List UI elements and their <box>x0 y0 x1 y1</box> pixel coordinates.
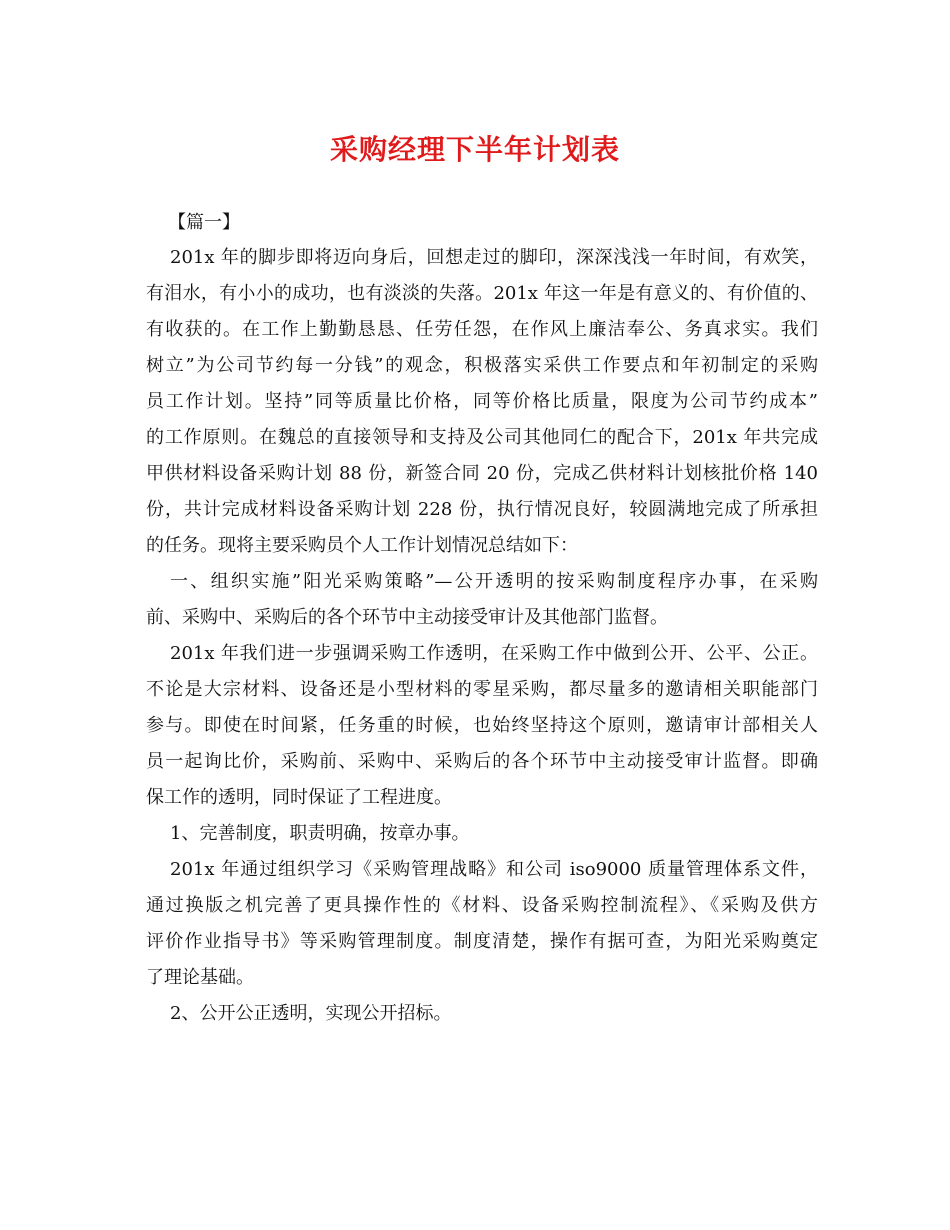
body-line: 前、采购中、采购后的各个环节中主动接受审计及其他部门监督。 <box>146 607 668 628</box>
body-line: 甲供材料设备采购计划 88 份，新签合同 20 份，完成乙供材料计划核批价格 140 <box>146 463 818 484</box>
body-line: 员一起询比价，采购前、采购中、采购后的各个环节中主动接受审计监督。即确 <box>146 751 818 772</box>
body-line: 不论是大宗材料、设备还是小型材料的零星采购，都尽量多的邀请相关职能部门 <box>146 679 818 700</box>
body-line: 了理论基础。 <box>146 967 254 988</box>
body-line: 201x 年我们进一步强调采购工作透明，在采购工作中做到公开、公平、公正。 <box>170 643 818 664</box>
document-body <box>146 240 818 1032</box>
body-line: 201x 年通过组织学习《采购管理战略》和公司 iso9000 质量管理体系文件， <box>170 859 818 880</box>
body-line: 一、组织实施”阳光采购策略”—公开透明的按采购制度程序办事，在采购 <box>170 571 818 592</box>
body-line: 的任务。现将主要采购员个人工作计划情况总结如下： <box>146 535 578 556</box>
body-line: 份，共计完成材料设备采购计划 228 份，执行情况良好，较圆满地完成了所承担 <box>146 499 818 520</box>
body-line: 1、完善制度，职责明确，按章办事。 <box>170 823 470 844</box>
body-line: 有泪水，有小小的成功，也有淡淡的失落。201x 年这一年是有意义的、有价值的、 <box>146 283 818 304</box>
body-line: 201x 年的脚步即将迈向身后，回想走过的脚印，深深浅浅一年时间，有欢笑， <box>170 247 818 268</box>
body-line: 评价作业指导书》等采购管理制度。制度清楚，操作有据可查，为阳光采购奠定 <box>146 931 818 952</box>
body-line: 通过换版之机完善了更具操作性的《材料、设备采购控制流程》、《采购及供方 <box>146 895 818 916</box>
body-line: 有收获的。在工作上勤勤恳恳、任劳任怨，在作风上廉洁奉公、务真求实。我们 <box>146 319 818 340</box>
body-line: 参与。即使在时间紧，任务重的时候，也始终坚持这个原则，邀请审计部相关人 <box>146 715 818 736</box>
body-line: 树立”为公司节约每一分钱”的观念，积极落实采供工作要点和年初制定的采购 <box>146 355 818 376</box>
body-line: 2、公开公正透明，实现公开招标。 <box>170 1003 452 1024</box>
document-title: 采购经理下半年计划表 <box>329 133 620 166</box>
body-line: 的工作原则。在魏总的直接领导和支持及公司其他同仁的配合下，201x 年共完成 <box>146 427 818 448</box>
body-line: 员工作计划。坚持”同等质量比价格，同等价格比质量，限度为公司节约成本” <box>146 391 818 412</box>
section-label: 【篇一】 <box>168 212 240 233</box>
body-line: 保工作的透明，同时保证了工程进度。 <box>146 787 452 808</box>
